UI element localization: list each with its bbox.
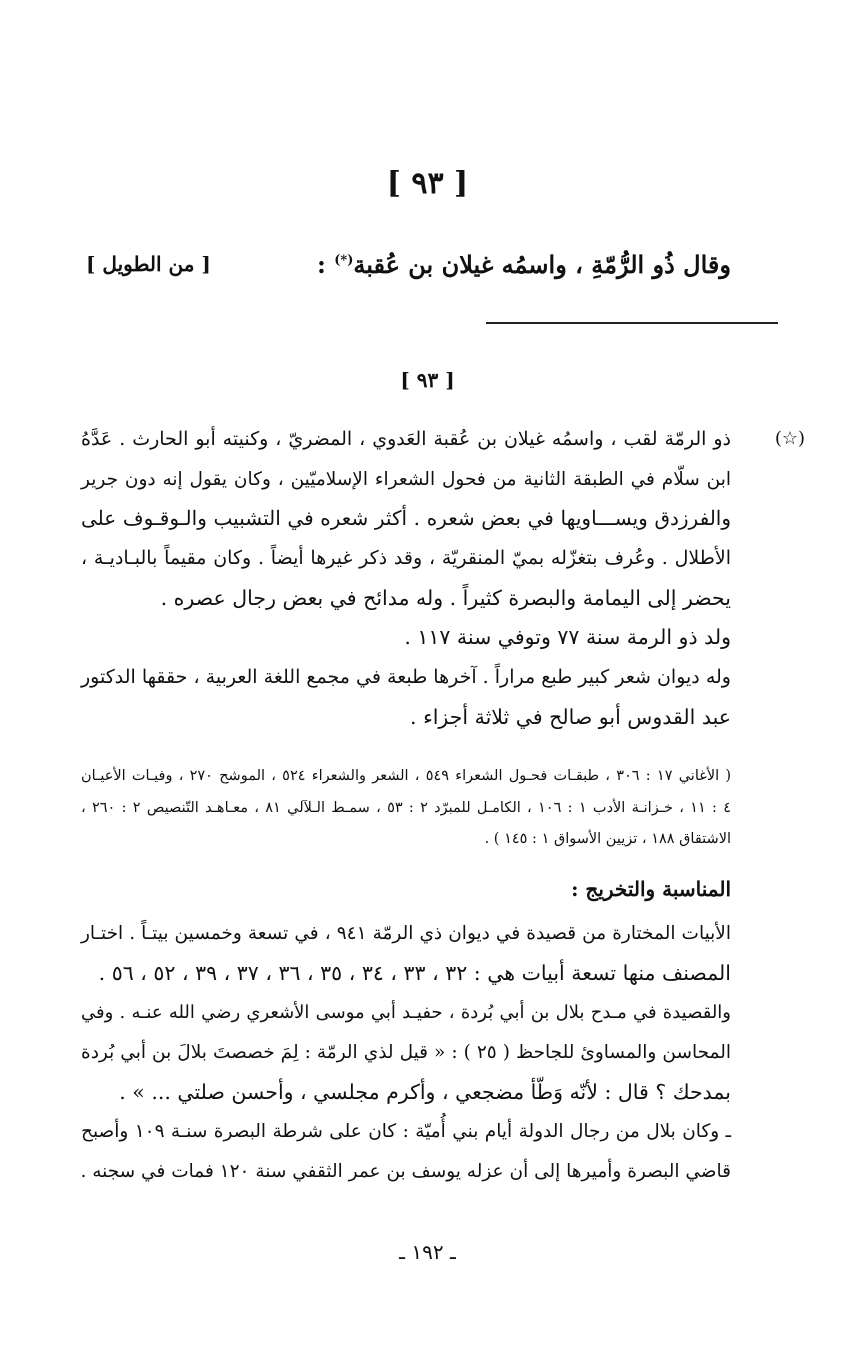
footnote-separator	[486, 322, 778, 324]
section-line: الأبيات المختارة من قصيدة في ديوان ذي الرمّة ٩٤١ ، في تسعة وخمسين بيتـاً . اختـار	[81, 923, 731, 944]
references	[81, 761, 731, 856]
poem-number: [ ٩٣ ]	[386, 166, 469, 201]
section-line: ـ وكان بلال من رجال الدولة أيام بني أُميّة : كان على شرطة البصرة سنـة ١٠٩ وأصبح	[81, 1121, 732, 1143]
occasion-section	[81, 914, 731, 1192]
section-line: المحاسن والمساوئ للجاحظ ( ٢٥ ) : « قيل لذي الرمّة : لِمَ خصصتَ بلالَ بن أبي بُردة	[81, 1042, 731, 1064]
note-line: وله ديوان شعر كبير طبع مراراً . آخرها طبعة في مجمع اللغة العربية ، حققها الدكتور	[81, 666, 731, 689]
footnote-marker: (*)	[334, 253, 354, 268]
reference-line: ٤ : ١١ ، خـزانـة الأدب ١ : ١٠٦ ، الكامـل للمبرّد ٢ : ٥٣ ، سمـط الـلآلي ٨١ ، معـاهـد التّنصيص ٢ : ٢٦٠ ،	[81, 799, 731, 816]
note-line: والفرزدق ويســـاويها في بعض شعره . أكثر شعره في التشبيب والـوقـوف على	[81, 506, 731, 531]
intro-colon: :	[317, 250, 335, 279]
reference-line: الاشتقاق ١٨٨ ، تزيين الأسواق ١ : ١٤٥ ) .	[484, 831, 731, 847]
note-line: يحضر إلى اليمامة والبصرة كثيراً . وله مدائح في بعض رجال عصره .	[160, 585, 731, 610]
note-line: ابن سلّام في الطبقة الثانية من فحول الشعراء الإسلاميّين ، وكان يقول إنه دون جرير	[81, 468, 731, 490]
poem-intro	[317, 250, 731, 279]
note-number: [ ٩٣ ]	[400, 368, 455, 392]
section-line: قاضي البصرة وأميرها إلى أن عزله يوسف بن عمر الثقفي سنة ١٢٠ فمات في سجنه .	[80, 1161, 731, 1183]
poem-meter: [ من الطويل ]	[86, 252, 211, 276]
note-star-marker: (☆)	[774, 428, 805, 449]
note-line: الأطلال . وعُرف بتغزّله بميّ المنقريّة ، وقد ذكر غيرها أيضاً . وكان مقيماً بالبـاديـة ،	[81, 547, 731, 570]
section-line: والقصيدة في مـدح بلال بن أبي بُردة ، حفيـد أبي موسى الأشعري رضي الله عنـه . وفي	[81, 1002, 731, 1024]
section-line: المصنف منها تسعة أبيات هي : ٣٢ ، ٣٣ ، ٣٤ ، ٣٥ ، ٣٦ ، ٣٧ ، ٣٩ ، ٥٢ ، ٥٦ .	[98, 960, 731, 985]
note-line: عبد القدوس أبو صالح في ثلاثة أجزاء .	[410, 704, 731, 729]
note-line: ولد ذو الرمة سنة ٧٧ وتوفي سنة ١١٧ .	[404, 625, 731, 650]
poem-intro-text: وقال ذُو الرُّمّةِ ، واسمُه غيلان بن عُقبة	[353, 250, 731, 279]
page-number: ـ ١٩٢ ـ	[399, 1240, 456, 1264]
section-line: بمدحك ؟ قال : لأنّه وَطّأ مضجعي ، وأكرم مجلسي ، وأحسن صلتي ... » .	[119, 1079, 731, 1104]
section-heading: المناسبة والتخريج :	[571, 877, 731, 901]
note-line: ذو الرمّة لقب ، واسمُه غيلان بن عُقبة العَدوي ، المضريّ ، وكنيته أبو الحارث . عَدَّهُ	[81, 428, 731, 450]
biography-note	[81, 420, 731, 738]
reference-line: ( الأغاني ١٧ : ٣٠٦ ، طبقـات فحـول الشعراء ٥٤٩ ، الشعر والشعراء ٥٢٤ ، الموشح ٢٧٠ ، وفيـات الأعيـان	[81, 768, 731, 784]
